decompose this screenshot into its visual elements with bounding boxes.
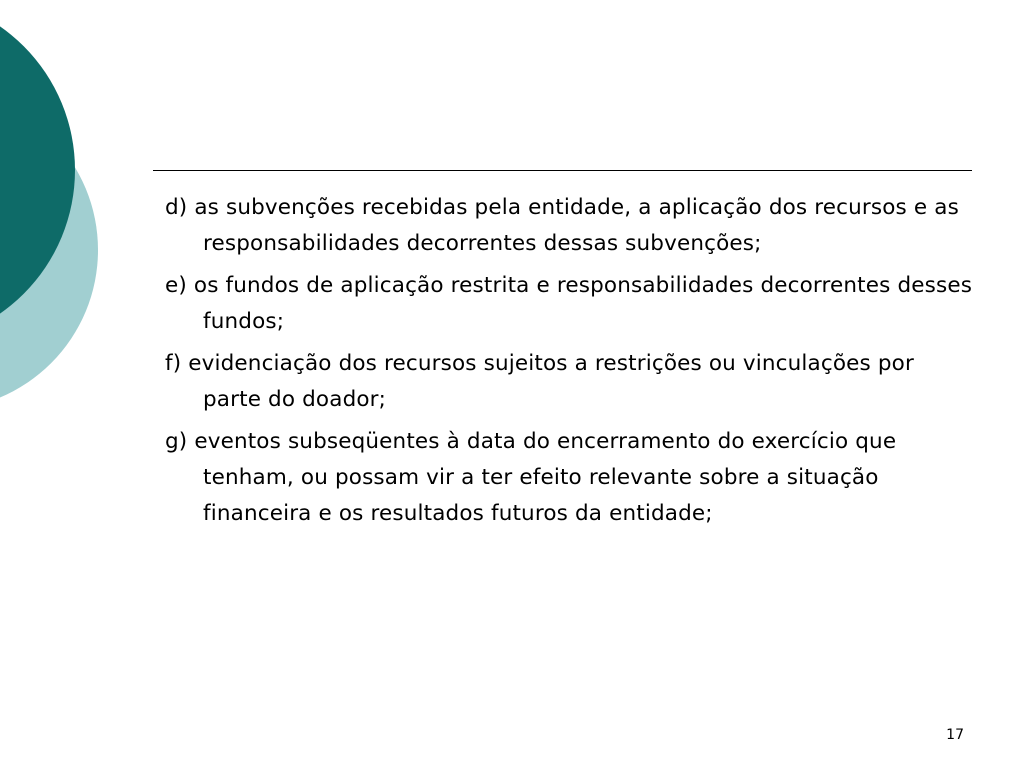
title-divider-line <box>153 170 972 171</box>
list-item-d: d) as subvenções recebidas pela entidade, a aplicação dos recursos e as responsabilidades decorrentes dessas subvenções; <box>165 195 959 256</box>
decorative-circles <box>0 0 110 410</box>
list-item-g: g) eventos subseqüentes à data do encerramento do exercício que tenham, ou possam vir a ter efeito relevante sobre a situação financeira e os resultados futuros da entidade; <box>165 429 897 526</box>
list-item-e: e) os fundos de aplicação restrita e responsabilidades decorrentes desses fundos; <box>165 273 973 334</box>
list-item-f: f) evidenciação dos recursos sujeitos a restrições ou vinculações por parte do doador; <box>165 351 914 412</box>
page-number: 17 <box>946 727 964 743</box>
bullet-list <box>165 190 975 538</box>
